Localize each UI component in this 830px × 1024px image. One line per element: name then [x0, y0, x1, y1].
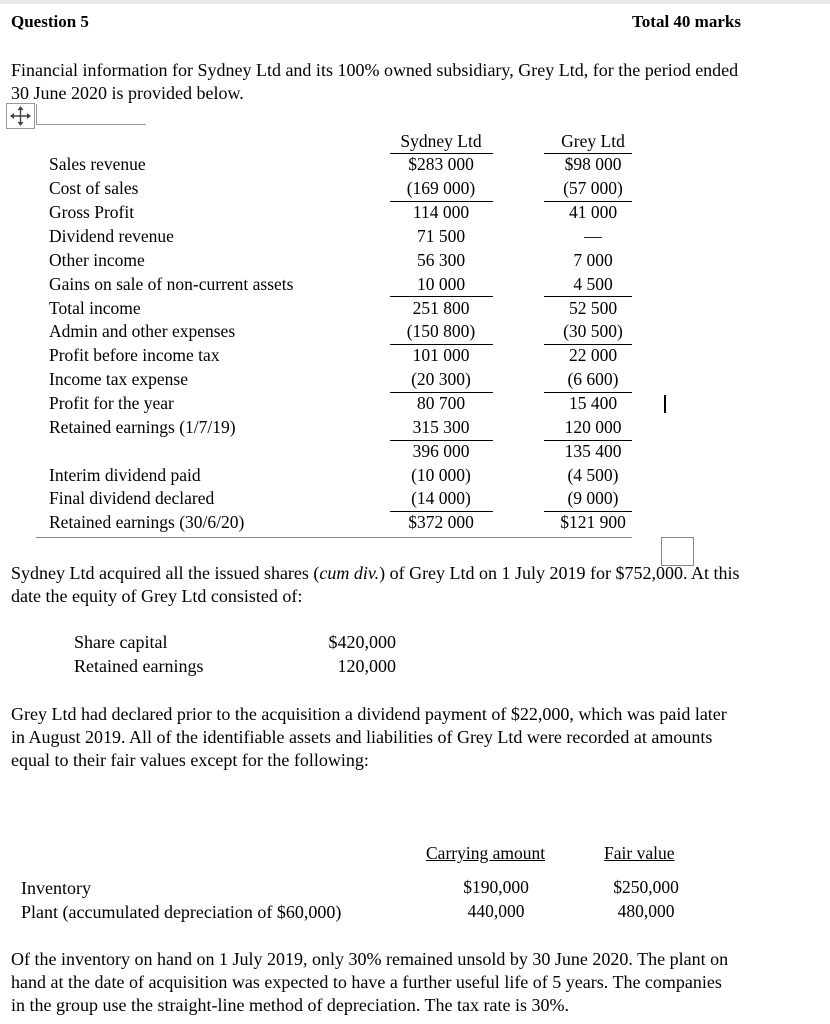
rule-header-sydney: [390, 153, 493, 154]
table-cell-sydney: $283 000: [408, 154, 474, 174]
text-cursor: [664, 395, 666, 413]
table-cell-grey: 41 000: [568, 202, 618, 222]
rule-final-div-grey: [544, 511, 632, 512]
rule-profit-sydney: [390, 392, 493, 393]
table-cell-grey: (9 000): [567, 488, 619, 508]
equity-value: $420,000: [328, 632, 396, 652]
rule-gross-sydney: [390, 201, 493, 202]
table-row-label: Admin and other expenses: [49, 321, 236, 341]
rule-total-sydney: [390, 296, 493, 297]
question-number: Question 5: [11, 12, 89, 31]
equity-value: 120,000: [337, 656, 396, 676]
table-corner-vline: [36, 104, 37, 125]
table-row-label: Profit before income tax: [49, 345, 220, 365]
rule-re-open-grey: [544, 440, 632, 441]
table-cell-grey: (4 500): [567, 465, 619, 485]
closing-line-3: in the group use the straight-line method of depreciation. The tax rate is 30%.: [11, 995, 570, 1015]
carrying-amount-header: Carrying amount: [426, 843, 546, 863]
closing-line-1: Of the inventory on hand on 1 July 2019, only 30% remained unsold by 30 June 2020. The plant on: [11, 949, 729, 969]
table-cell-grey: $121 900: [560, 512, 626, 532]
table-row-label: Final dividend declared: [49, 488, 215, 508]
table-cell-grey: 15 400: [568, 393, 618, 413]
table-cell-sydney: (150 800): [406, 321, 476, 341]
rule-re-open-sydney: [390, 440, 493, 441]
table-cell-grey: 120 000: [564, 417, 622, 437]
table-cell-grey: $98 000: [564, 154, 622, 174]
table-row-label: Retained earnings (30/6/20): [49, 512, 245, 532]
table-row-label: Profit for the year: [49, 393, 174, 413]
rule-gross-grey: [544, 201, 632, 202]
table-cell-sydney: 71 500: [416, 226, 466, 246]
table-cell-sydney: (169 000): [406, 178, 476, 198]
table-cell-grey: —: [584, 226, 602, 246]
fair-value-header: Fair value: [604, 843, 675, 863]
fv-row-label: Inventory: [21, 878, 91, 898]
table-cell-sydney: 56 300: [416, 250, 466, 270]
table-row-label: Other income: [49, 250, 145, 270]
table-cell-grey: 135 400: [564, 441, 622, 461]
equity-label: Share capital: [74, 632, 168, 652]
rule-pbt-grey: [544, 344, 632, 345]
table-cell-sydney: 10 000: [416, 274, 466, 294]
table-row-label: Sales revenue: [49, 154, 146, 174]
equity-label: Retained earnings: [74, 656, 204, 676]
fv-row-label: Plant (accumulated depreciation of $60,000): [21, 902, 342, 922]
top-border: [0, 0, 830, 4]
table-row-label: Gross Profit: [49, 202, 135, 222]
table-row-label: Income tax expense: [49, 369, 188, 389]
table-bottom-border: [36, 537, 632, 538]
rule-pbt-sydney: [390, 344, 493, 345]
table-row-label: Retained earnings (1/7/19): [49, 417, 236, 437]
dividend-line-2: in August 2019. All of the identifiable assets and liabilities of Grey Ltd were recorded at amounts: [11, 727, 713, 747]
table-cell-sydney: 315 300: [412, 417, 470, 437]
table-cell-sydney: $372 000: [408, 512, 474, 532]
table-cell-grey: (57 000): [563, 178, 623, 198]
rule-header-grey: [544, 153, 632, 154]
column-header-sydney: Sydney Ltd: [400, 131, 482, 151]
table-cell-sydney: 101 000: [412, 345, 470, 365]
rule-final-div-sydney: [390, 511, 493, 512]
table-move-handle[interactable]: [6, 103, 35, 129]
table-cell-grey: 22 000: [568, 345, 618, 365]
table-cell-grey: (6 600): [567, 369, 619, 389]
total-marks: Total 40 marks: [632, 12, 741, 31]
table-cell-grey: 52 500: [568, 298, 618, 318]
table-cell-grey: 4 500: [573, 274, 613, 294]
table-cell-sydney: (14 000): [411, 488, 471, 508]
acquisition-line-1: Sydney Ltd acquired all the issued shares (cum div.) of Grey Ltd on 1 July 2019 for $752,000. At this: [11, 563, 740, 583]
table-row-label: Gains on sale of non-current assets: [49, 274, 294, 294]
table-cell-sydney: 114 000: [412, 202, 470, 222]
table-cell-sydney: (10 000): [411, 465, 471, 485]
dividend-line-1: Grey Ltd had declared prior to the acquisition a dividend payment of $22,000, which was paid later: [11, 704, 727, 724]
rule-total-grey: [544, 296, 632, 297]
table-row-label: Cost of sales: [49, 178, 139, 198]
fv-row-carrying: $190,000: [463, 877, 529, 897]
table-row-label: Interim dividend paid: [49, 465, 201, 485]
table-row-label: Dividend revenue: [49, 226, 174, 246]
table-corner-hline: [36, 124, 146, 125]
move-arrows-icon: [7, 104, 34, 128]
table-cell-sydney: (20 300): [411, 369, 471, 389]
acquisition-line-2: date the equity of Grey Ltd consisted of:: [11, 586, 303, 606]
fv-row-fair: 480,000: [617, 901, 675, 921]
rule-profit-grey: [544, 392, 632, 393]
table-cell-sydney: 80 700: [416, 393, 466, 413]
fv-row-fair: $250,000: [613, 877, 679, 897]
table-cell-sydney: 251 800: [412, 298, 470, 318]
table-row-label: Total income: [49, 298, 141, 318]
column-header-grey: Grey Ltd: [561, 131, 625, 151]
table-cell-sydney: 396 000: [412, 441, 470, 461]
closing-line-2: hand at the date of acquisition was expected to have a further useful life of 5 years. The companies: [11, 972, 722, 992]
intro-line-2: 30 June 2020 is provided below.: [11, 83, 244, 103]
table-cell-grey: (30 500): [563, 321, 623, 341]
fv-row-carrying: 440,000: [467, 901, 525, 921]
dividend-line-3: equal to their fair values except for the following:: [11, 750, 369, 770]
intro-line-1: Financial information for Sydney Ltd and its 100% owned subsidiary, Grey Ltd, for the period ended: [11, 60, 739, 80]
table-cell-grey: 7 000: [573, 250, 613, 270]
